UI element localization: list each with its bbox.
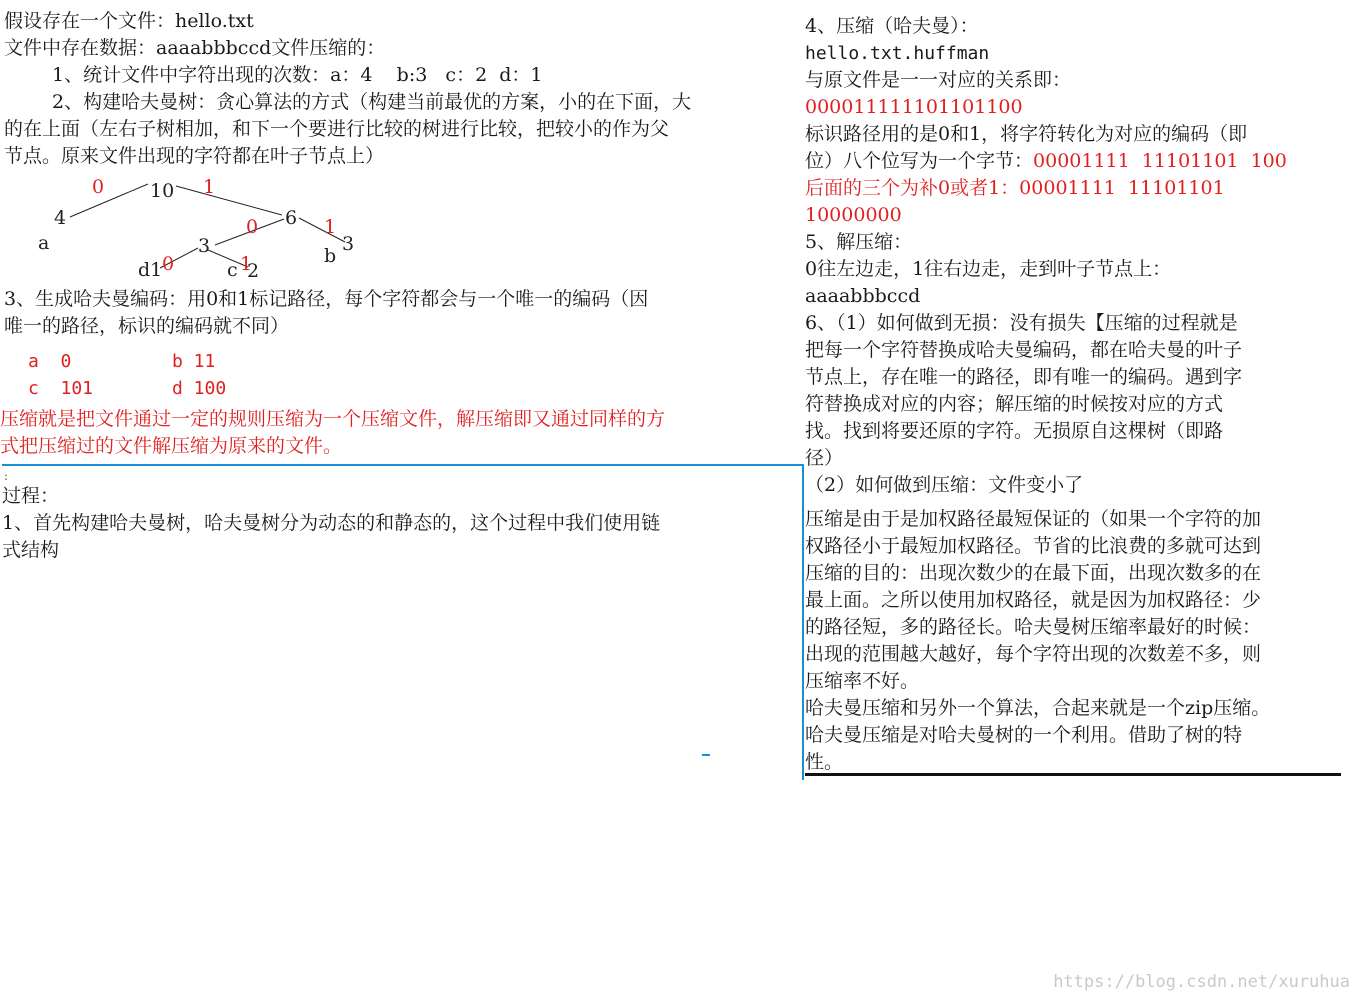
divider-black-horizontal [805, 773, 1341, 776]
leaf-a: a [38, 232, 50, 254]
bytes-text: 00001111 11101101 100 [1033, 150, 1287, 172]
watermark: https://blog.csdn.net/xuruhua [1053, 972, 1350, 992]
text-line: 节点上，存在唯一的路径，即有唯一的编码。遇到字 [805, 366, 1243, 388]
text-line: 压缩的目的：出现次数少的在最下面，出现次数多的在 [805, 562, 1262, 584]
red-summary: 式把压缩过的文件解压缩为原来的文件。 [0, 435, 343, 457]
node-root: 10 [150, 180, 175, 202]
text-line: 的路径短，多的路径长。哈夫曼树压缩率最好的时候： [805, 616, 1262, 638]
edge-label-0: 0 [92, 176, 105, 198]
edge-label-1: 1 [203, 176, 216, 198]
text-line: 文件中存在数据：aaaabbbccd文件压缩的： [4, 37, 386, 59]
text-line: 唯一的路径，标识的编码就不同） [4, 315, 290, 337]
text-line: 最上面。之所以使用加权路径，就是因为加权路径：少 [805, 589, 1262, 611]
text-line: 哈夫曼压缩和另外一个算法，合起来就是一个zip压缩。 [805, 697, 1271, 719]
text-line: 哈夫曼压缩是对哈夫曼树的一个利用。借助了树的特 [805, 724, 1243, 746]
text-line: 把每一个字符替换成哈夫曼编码，都在哈夫曼的叶子 [805, 339, 1243, 361]
text-line [805, 148, 1287, 175]
text-line: 的在上面（左右子树相加，和下一个要进行比较的树进行比较，把较小的作为父 [4, 118, 670, 140]
node-4: 4 [54, 207, 67, 229]
text-line: 2、构建哈夫曼树：贪心算法的方式（构建当前最优的方案，小的在下面，大 [52, 91, 692, 113]
text-line: 压缩率不好。 [805, 670, 920, 692]
edge [299, 218, 345, 242]
huffman-tree-diagram [0, 170, 400, 285]
marker: : [4, 469, 9, 483]
text-line: 0往左边走，1往右边走，走到叶子节点上： [805, 258, 1172, 280]
text-line: 节点。原来文件出现的字符都在叶子节点上） [4, 145, 385, 167]
text-line: 假设存在一个文件：hello.txt [4, 10, 254, 32]
edge-label-0: 0 [246, 216, 259, 238]
text-line: 性。 [805, 751, 844, 773]
text-line: 3、生成哈夫曼编码：用0和1标记路径，每个字符都会与一个唯一的编码（因 [4, 288, 649, 310]
text-line: 压缩是由于是加权路径最短保证的（如果一个字符的加 [805, 508, 1262, 530]
text-line: 过程： [2, 485, 60, 507]
text-line: aaaabbbccd [805, 285, 921, 307]
edge [176, 186, 282, 215]
edge-label-1: 1 [240, 253, 253, 275]
leaf-c-weight: 2 [247, 260, 260, 282]
edge-label-1: 1 [324, 216, 337, 238]
text-line: 5、解压缩： [805, 231, 913, 253]
leaf-c: c [227, 259, 238, 281]
text-line: 4、压缩（哈夫曼）： [805, 15, 979, 37]
text-line: hello.txt.huffman [805, 43, 990, 64]
text-line: 后面的三个为补0或者1：00001111 11101101 [805, 177, 1225, 199]
encoded-bits: 000011111101101100 [805, 96, 1023, 118]
text-line: 符替换成对应的内容；解压缩的时候按对应的方式 [805, 393, 1224, 415]
text-line: （2）如何做到压缩：文件变小了 [805, 474, 1084, 496]
text-line: 式结构 [2, 539, 60, 561]
text-span: 位）八个位写为一个字节： [805, 150, 1034, 172]
red-summary: 压缩就是把文件通过一定的规则压缩为一个压缩文件，解压缩即又通过同样的方 [0, 408, 666, 430]
code-c: c 101 [28, 378, 94, 399]
code-d: d 100 [172, 378, 227, 399]
divider-blue-vertical [802, 464, 804, 780]
leaf-b: b [324, 245, 337, 267]
edge-label-0: 0 [162, 253, 175, 275]
text-line: 1、首先构建哈夫曼树，哈夫曼树分为动态的和静态的，这个过程中我们使用链 [2, 512, 661, 534]
edge [70, 184, 148, 217]
node-6: 6 [285, 207, 298, 229]
text-line: 找。找到将要还原的字符。无损原自这棵树（即路 [805, 420, 1224, 442]
code-b: b 11 [172, 351, 216, 372]
leaf-d1: d1 [138, 259, 163, 281]
text-line: 径） [805, 447, 844, 469]
text-line: 6、（1）如何做到无损：没有损失【压缩的过程就是 [805, 312, 1238, 334]
text-line: 出现的范围越大越好，每个字符出现的次数差不多，则 [805, 643, 1262, 665]
text-line: 10000000 [805, 204, 902, 226]
node-3: 3 [198, 235, 211, 257]
text-line: 1、统计文件中字符出现的次数：a：4 b:3 c：2 d：1 [52, 64, 543, 86]
divider-blue-dash [702, 754, 710, 756]
text-line: 标识路径用的是0和1，将字符转化为对应的编码（即 [805, 123, 1248, 145]
text-line: 与原文件是一一对应的关系即： [805, 69, 1072, 91]
code-a: a 0 [28, 351, 72, 372]
divider-blue-horizontal [2, 464, 804, 466]
text-line: 权路径小于最短加权路径。节省的比浪费的多就可达到 [805, 535, 1262, 557]
node-3-b: 3 [342, 233, 355, 255]
